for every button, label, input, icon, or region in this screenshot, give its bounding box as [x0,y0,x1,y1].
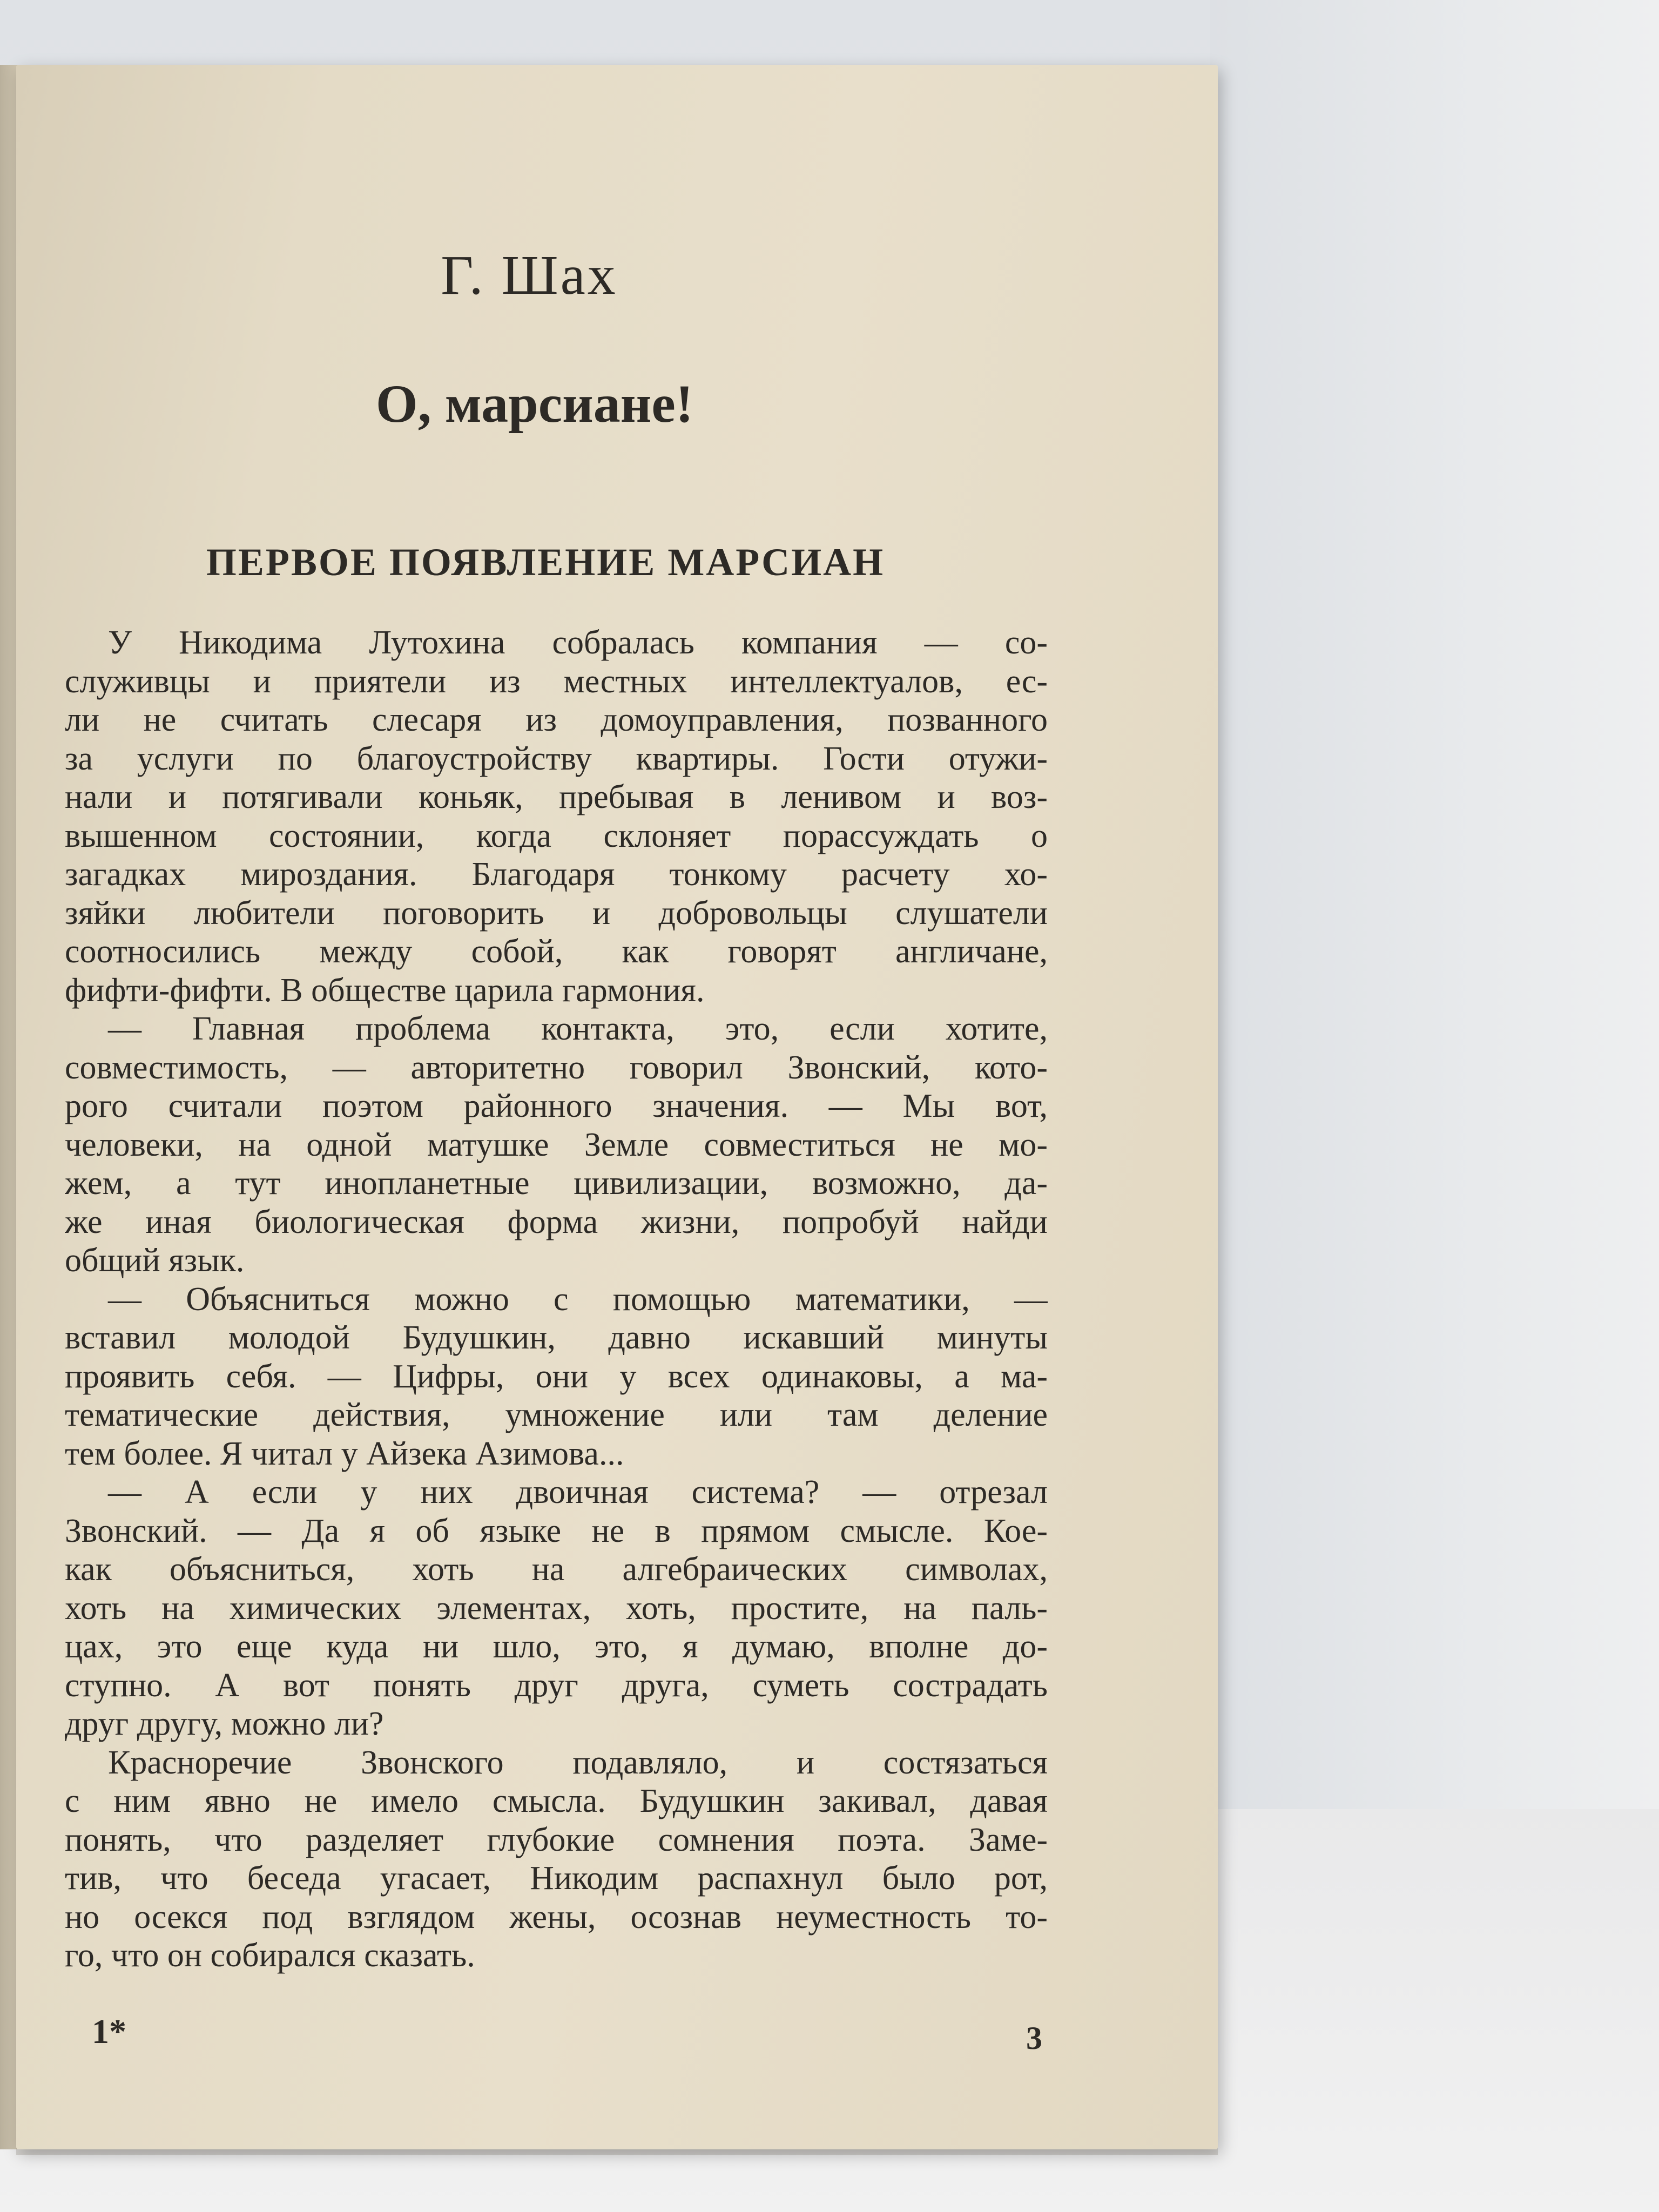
text-line: проявить себя. — Цифры, они у всех одинаковы, а ма- [65,1358,1048,1395]
text-line: ли не считать слесаря из домоуправления, позванного [65,702,1048,738]
text-line: тем более. Я читал у Айзека Азимова... [65,1435,624,1472]
text-line: вышенном состоянии, когда склоняет порассуждать о [65,817,1048,854]
text-line: — А если у них двоичная система? — отрезал [108,1474,1048,1510]
text-line: тематические действия, умножение или там деление [65,1397,1048,1433]
text-line: Звонский. — Да я об языке не в прямом смысле. Кое- [65,1512,1048,1549]
text-line: — Объясниться можно с помощью математики, — [108,1280,1048,1318]
text-line: общий язык. [65,1242,245,1279]
text-line: же иная биологическая форма жизни, попробуй найди [65,1203,1048,1240]
text-line: служивцы и приятели из местных интеллектуалов, ес- [65,663,1048,700]
text-line: совместимость, — авторитетно говорил Звонский, кото- [65,1049,1048,1086]
text-line: — Главная проблема контакта, это, если хотите, [108,1010,1048,1047]
book-page [16,65,1218,2149]
text-line: хоть на химических элементах, хоть, простите, на паль- [65,1589,1048,1627]
text-line: понять, что разделяет глубокие сомнения поэта. Заме- [65,1821,1048,1858]
text-line: жем, а тут инопланетные цивилизации, возможно, да- [65,1165,1048,1202]
text-line: го, что он собирался сказать. [65,1937,475,1974]
signature-mark: 1* [92,2012,126,2051]
text-line: Красноречие Звонского подавляло, и состязаться [108,1744,1048,1781]
text-line: фифти-фифти. В обществе царила гармония. [65,972,705,1009]
text-line: соотносились между собой, как говорят англичане, [65,933,1048,970]
text-line: друг другу, можно ли? [65,1705,384,1742]
chapter-title: ПЕРВОЕ ПОЯВЛЕНИЕ МАРСИАН [206,541,885,584]
text-line: зяйки любители поговорить и добровольцы слушатели [65,894,1048,932]
text-line: как объясниться, хоть на алгебраических символах, [65,1551,1048,1588]
body-text [65,624,1048,1975]
author-name: Г. Шах [441,244,618,306]
text-line: но осекся под взглядом жены, осознав неуместность то- [65,1898,1048,1936]
page-number: 3 [1026,2020,1042,2056]
text-line: цах, это еще куда ни шло, это, я думаю, вполне до- [65,1628,1048,1665]
text-line: У Никодима Лутохина собралась компания — со- [108,624,1048,661]
text-line: нали и потягивали коньяк, пребывая в ленивом и воз- [65,779,1048,815]
text-line: рого считали поэтом районного значения. — Мы вот, [65,1088,1048,1124]
text-line: ступно. А вот понять друг друга, суметь сострадать [65,1667,1048,1704]
text-line: тив, что беседа угасает, Никодим распахнул было рот, [65,1860,1048,1897]
text-line: за услуги по благоустройству квартиры. Гости отужи- [65,740,1048,777]
text-line: с ним явно не имело смысла. Будушкин закивал, давая [65,1783,1048,1819]
story-title: О, марсиане! [375,374,694,434]
text-line: человеки, на одной матушке Земле совместиться не мо- [65,1126,1048,1163]
text-line: загадках мироздания. Благодаря тонкому расчету хо- [65,856,1048,893]
text-line: вставил молодой Будушкин, давно искавший минуты [65,1319,1048,1356]
